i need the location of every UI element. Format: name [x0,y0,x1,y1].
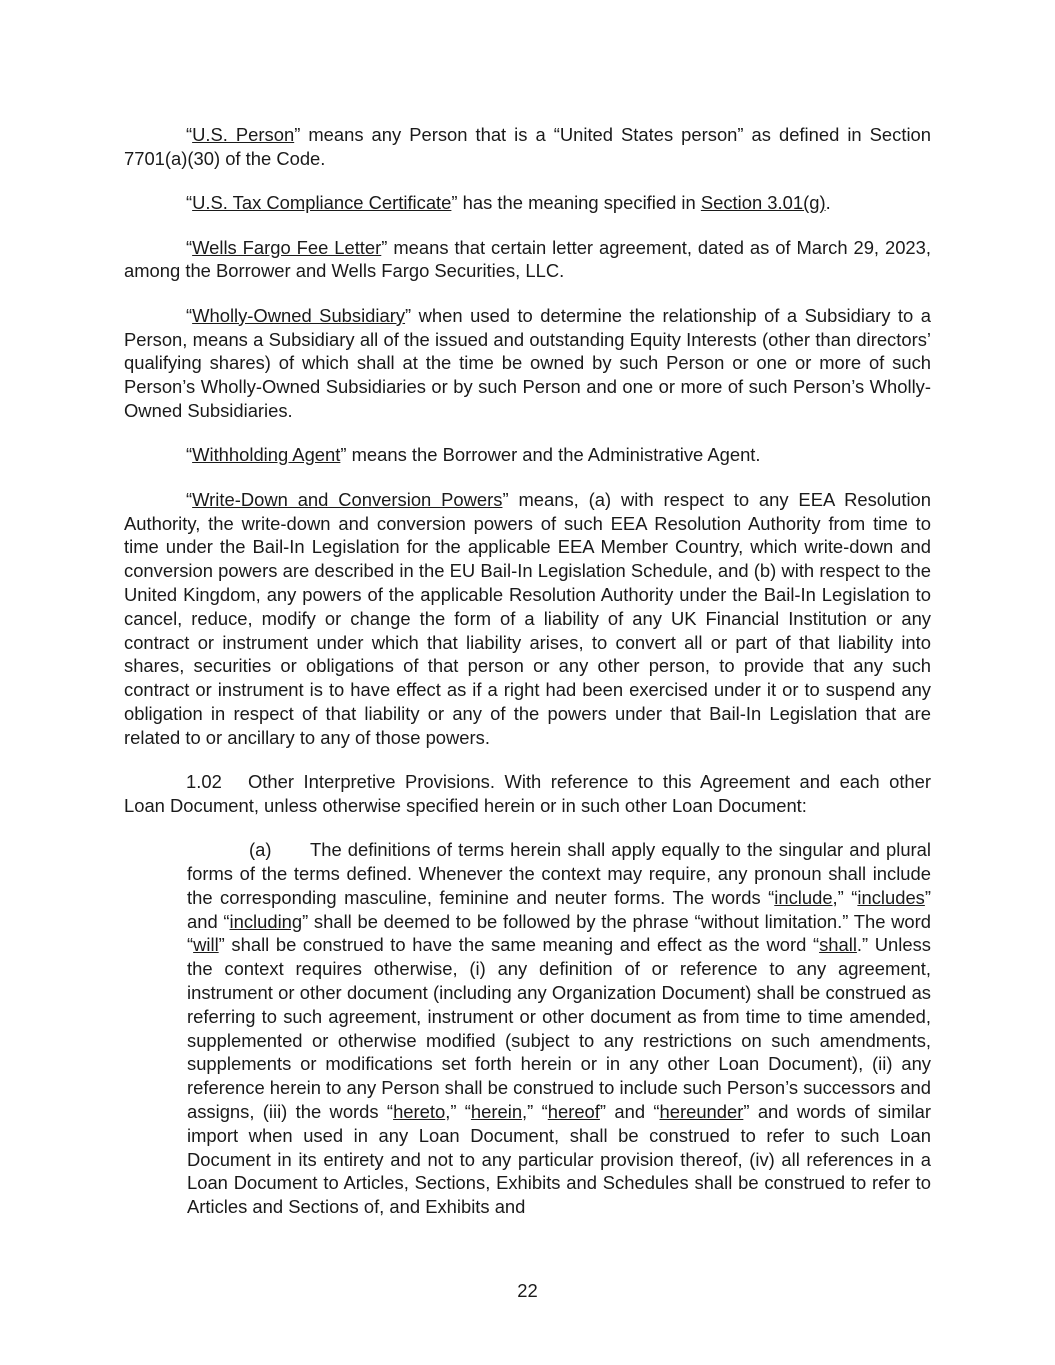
term-will: will [193,934,219,956]
term-shall: shall [819,934,857,956]
clause-text: ” and “ [187,886,931,932]
clause-text: ” shall be construed to have the same meaning and effect as the word “ [218,934,820,956]
clause-a [187,838,931,1219]
term-hereunder: hereunder [659,1101,744,1123]
clause-text: ,” “ [522,1101,548,1123]
defined-term: Wholly-Owned Subsidiary [192,304,406,326]
section-number: 1.02 [186,771,222,793]
definition-write-down-and-conversion-powers: “Write-Down and Conversion Powers” means, (a) with respect to any EEA Resolution Authority, the write-down and conversion powers of such EEA Resolution Authority from time to time under the Bail-In Legislation for the applicable EEA Member Country, which write-down and conversion powers are described in the EU Bail-In Legislation Schedule, and (b) with respect to the United Kingdom, any powers of the applicable Resolution Authority under the Bail-In Legislation to cancel, reduce, modify or change the form of a liability of any UK Financial Institution or any contract or instrument under which that liability arises, to convert all or part of that liability into shares, securities or obligations of that person or any other person, to provide that any such contract or instrument is to have effect as if a right had been exercised under it or to suspend any obligation in respect of that liability or any of the powers under that Bail-In Legislation that are related to or ancillary to any of those powers. [124,488,931,748]
section-text: With reference to this Agreement and each other Loan Document, unless otherwise specified herein or in such other Loan Document: [124,771,932,816]
section-title: Other Interpretive Provisions. [248,771,495,793]
term-herein: herein [470,1101,523,1123]
definition-text: means that certain letter agreement, dated as of March 29, 2023, among the Borrower and Wells Fargo Securities, LLC. [124,236,931,282]
defined-term: U.S. Tax Compliance Certificate [192,192,452,214]
clause-text: ” shall be deemed to be followed by the phrase “without limitation.” The word “ [187,910,932,956]
defined-term: Withholding Agent [192,444,341,466]
term-include: include [774,886,833,908]
section-reference: Section 3.01(g) [700,192,826,214]
definition-text: means, (a) with respect to any EEA Resolution Authority, the write-down and conversion powers of such EEA Resolution Authority from time to time under the Bail-In Legislation for the applicable EEA Member Country, which write-down and conversion powers are described in the EU Bail-In Legislation Schedule, and (b) with respect to the United Kingdom, any powers of the applicable Resolution Authority under the Bail-In Legislation to cancel, reduce, modify or change the form of a liability of any UK Financial Institution or any contract or instrument under which that liability arises, to convert all or part of that liability into shares, securities or obligations of that person or any other person, to provide that any such contract or instrument is to have effect as if a right had been exercised under it or to suspend any obligation in respect of that liability or any of the powers under that Bail-In Legislation that are related to or ancillary to any of those powers. [124,488,931,748]
definition-us-tax-compliance-certificate: “U.S. Tax Compliance Certificate” has the meaning specified in Section 3.01(g). [186,192,831,214]
defined-term: Write-Down and Conversion Powers [192,488,503,510]
term-including: including [229,910,303,932]
defined-term: Wells Fargo Fee Letter [192,236,382,258]
term-hereof: hereof [547,1101,600,1123]
clause-text: ,” “ [832,886,858,908]
defined-term: U.S. Person [192,124,295,145]
page-number: 22 [517,1280,538,1301]
definition-us-person: “U.S. Person” means any Person that is a “United States person” as defined in Section 7701(a)(30) of the Code. [124,124,931,169]
section-1-02 [124,770,931,818]
definition-wells-fargo-fee-letter: “Wells Fargo Fee Letter” means that certain letter agreement, dated as of March 29, 2023, among the Borrower and Wells Fargo Securities, LLC. [124,236,931,282]
definition-withholding-agent: “Withholding Agent” means the Borrower and the Administrative Agent. [186,444,761,466]
clause-text: ,” “ [445,1101,471,1123]
document-page [124,123,931,1219]
definition-text-end: . [825,192,831,214]
clause-text: .” Unless the context requires otherwise, (i) any definition of or reference to any agreement, instrument or other document (including any Organization Document) shall be construed as referring to such agreement, instrument or other document as from time to time amended, supplemented or otherwise modified (subject to any restrictions on such amendments, supplements or modifications set forth herein or in any other Loan Document), (ii) any reference herein to any Person shall be construed to include such Person’s successors and assigns, (iii) the words “ [187,934,931,1123]
term-hereto: hereto [393,1101,446,1123]
definition-text: has the meaning specified in [457,192,701,214]
definition-wholly-owned-subsidiary: “Wholly-Owned Subsidiary” when used to determine the relationship of a Subsidiary to a Person, means a Subsidiary all of the issued and outstanding Equity Interests (other than directors’ qualifying shares) of which shall at the time be owned by such Person or one or more of such Person’s Wholly-Owned Subsidiaries or by such Person and one or more of such Person’s Wholly-Owned Subsidiaries. [124,304,931,421]
definition-text: means any Person that is a “United States person” as defined in Section 7701(a)(30) of the Code. [124,124,931,169]
term-includes: includes [857,886,925,908]
clause-text: ” and “ [599,1101,660,1123]
definition-text: means the Borrower and the Administrative Agent. [346,444,761,466]
clause-text: The definitions of terms herein shall apply equally to the singular and plural forms of the terms defined. Whenever the context may require, any pronoun shall include the corresponding masculine, feminine and neuter forms. The words “ [187,839,931,908]
clause-label: (a) [249,839,272,861]
definition-text: when used to determine the relationship of a Subsidiary to a Person, means a Subsidiary all of the issued and outstanding Equity Interests (other than directors’ qualifying shares) of which shall at the time be owned by such Person or one or more of such Person’s Wholly-Owned Subsidiaries or by such Person and one or more of such Person’s Wholly-Owned Subsidiaries. [124,304,931,421]
clause-text: ” and words of similar import when used in any Loan Document, shall be construed to refer to such Loan Document in its entirety and not to any particular provision thereof, (iv) all references in a Loan Document to Articles, Sections, Exhibits and Schedules shall be construed to refer to Articles and Sections of, and Exhibits and [187,1101,932,1218]
